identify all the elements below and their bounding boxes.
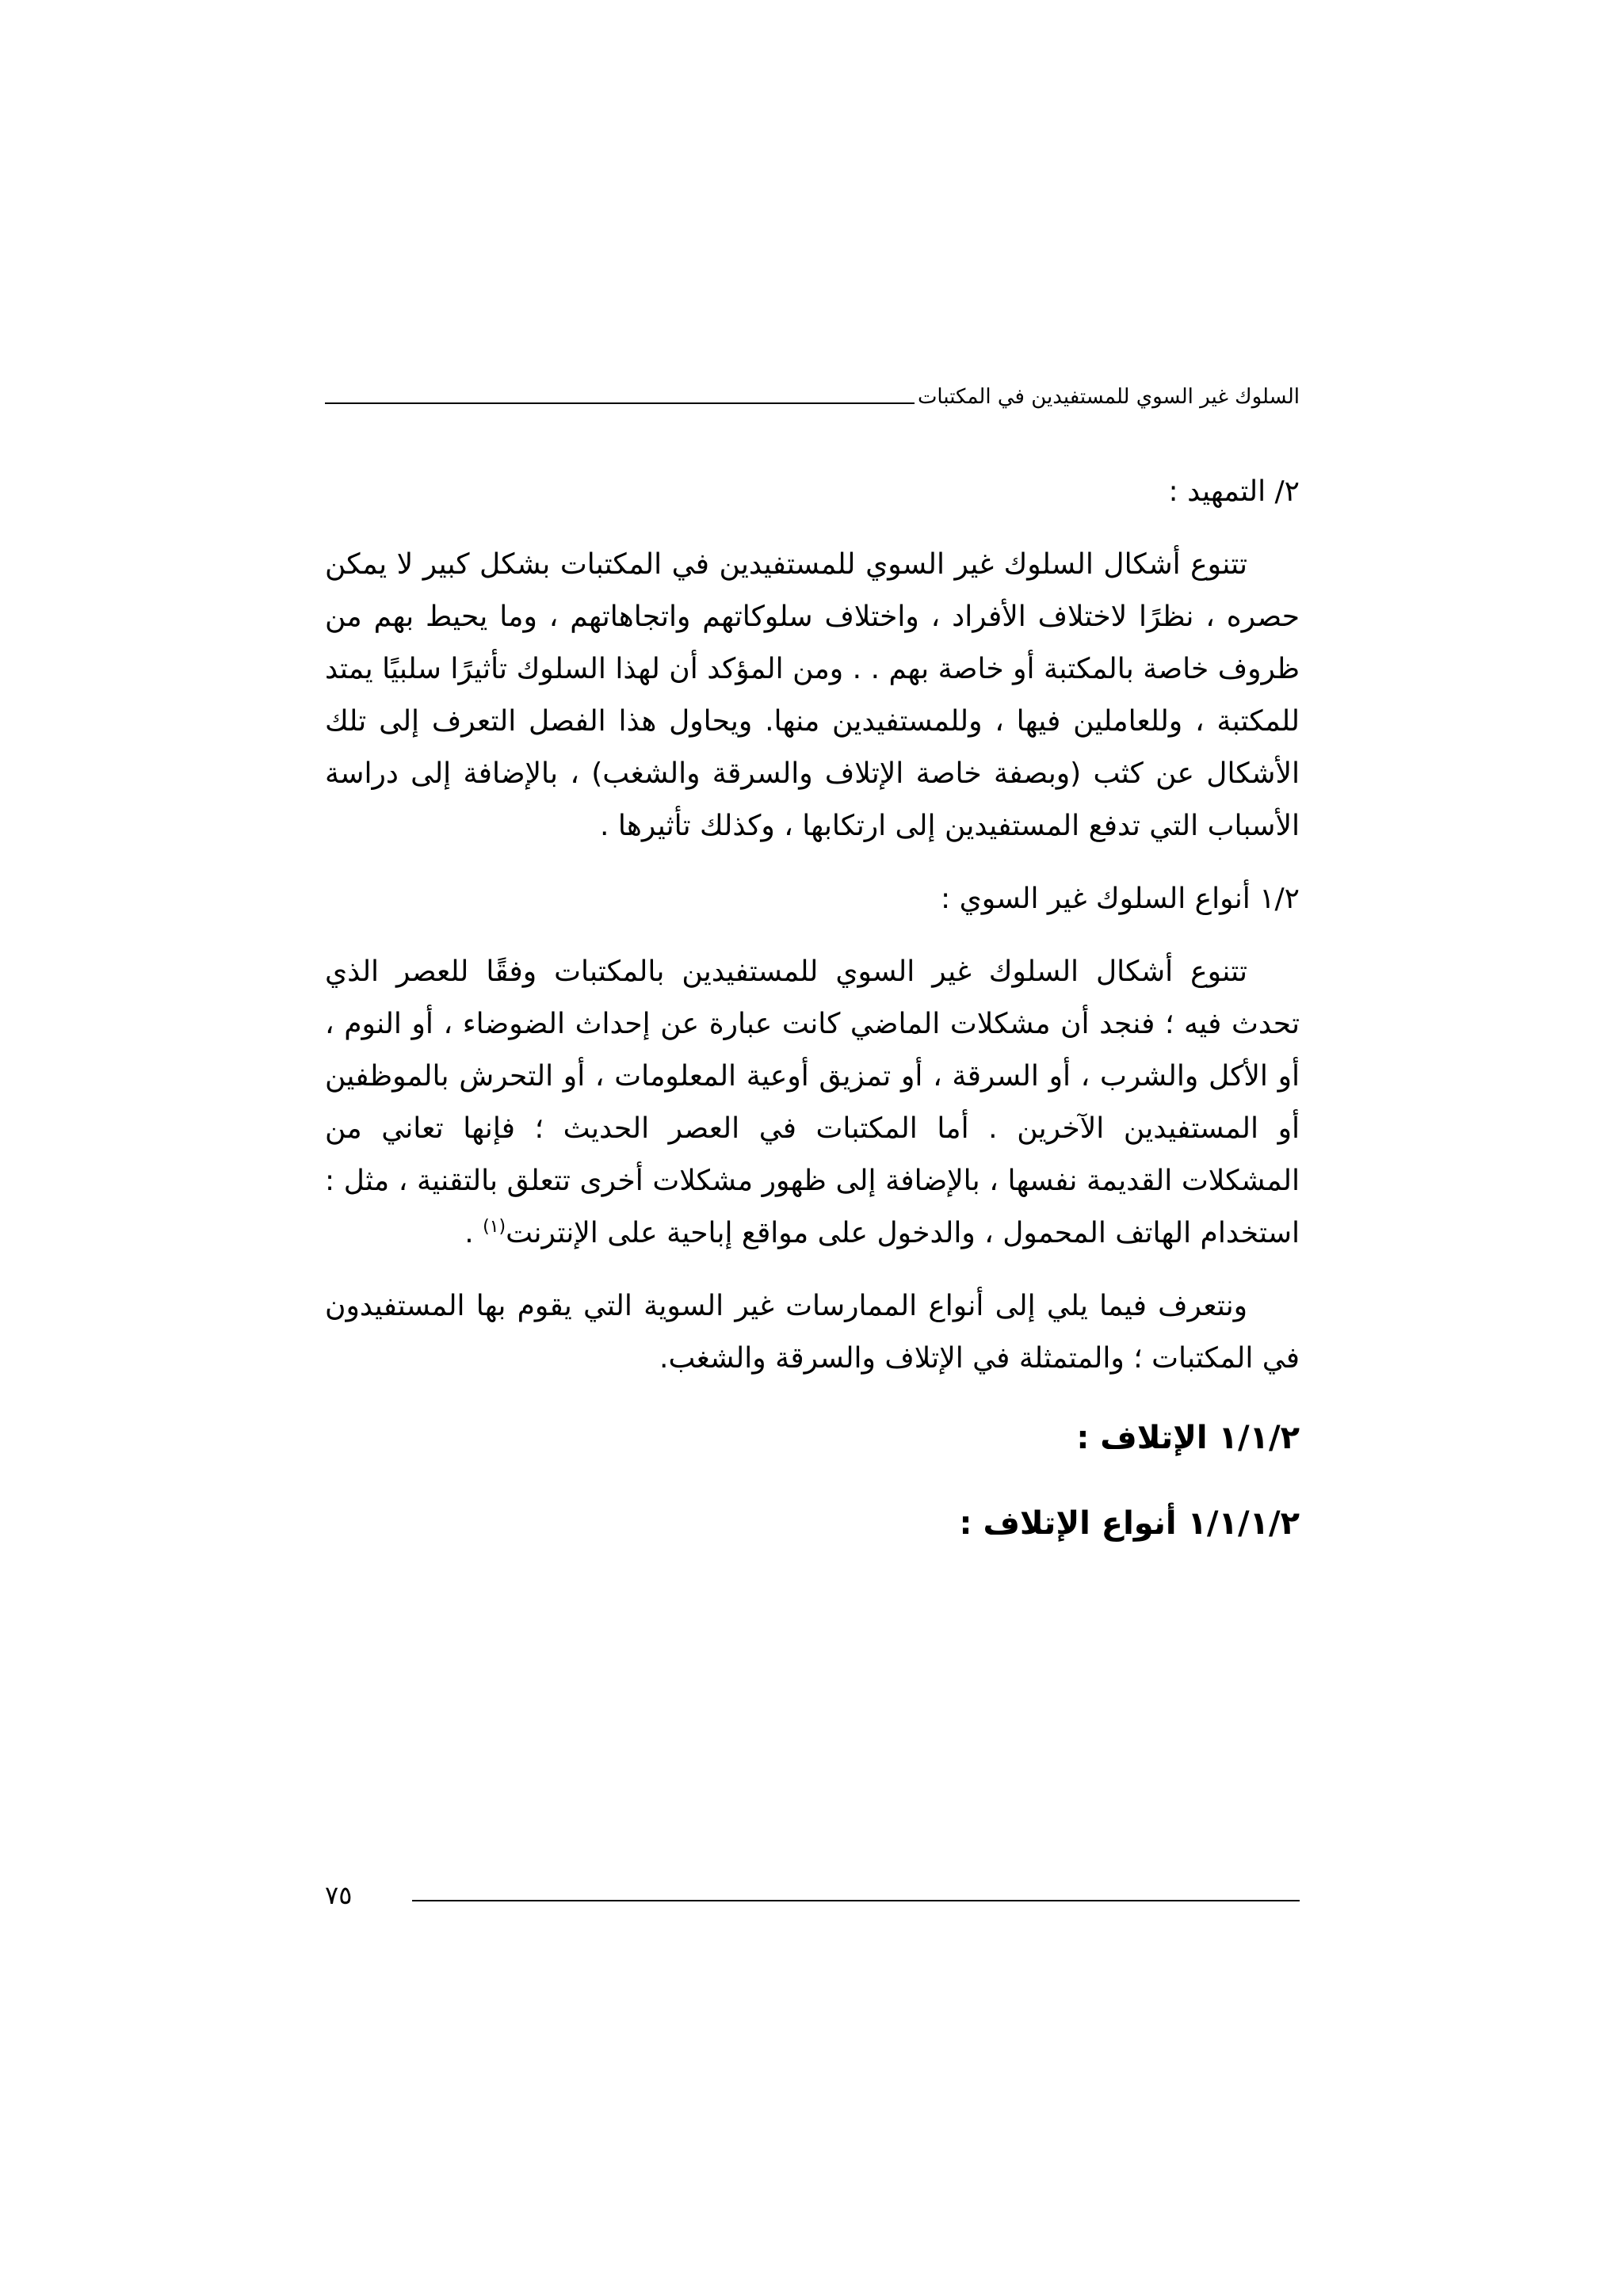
types-paragraph-end: .: [464, 1217, 483, 1249]
running-header: [325, 376, 1300, 410]
intro-paragraph: تتنوع أشكال السلوك غير السوي للمستفيدين في المكتبات بشكل كبير لا يمكن حصره ، نظرًا لاختلاف الأفراد ، واختلاف سلوكاتهم واتجاهاتهم ، وما يحيط بهم من ظروف خاصة بالمكتبة أو خاصة بهم . . ومن المؤكد أن لهذا السلوك تأثيرًا سلبيًا يمتد للمكتبة ، وللعاملين فيها ، وللمستفيدين منها. ويحاول هذا الفصل التعرف إلى تلك الأشكال عن كثب (وبصفة خاصة الإتلاف والسرقة والشغب) ، بالإضافة إلى دراسة الأسباب التي تدفع المستفيدين إلى ارتكابها ، وكذلك تأثيرها .: [325, 548, 1300, 842]
closing-paragraph: ونتعرف فيما يلي إلى أنواع الممارسات غير السوية التي يقوم بها المستفيدون في المكتبات ؛ والمتمثلة في الإتلاف والسرقة والشغب.: [325, 1290, 1300, 1375]
page-body: [325, 466, 1300, 1550]
running-header-title: السلوك غير السوي للمستفيدين في المكتبات: [917, 385, 1300, 409]
footer-rule: [412, 1900, 1300, 1901]
types-paragraph: [325, 946, 1300, 1260]
header-rule: [325, 402, 915, 404]
types-paragraph-text: تتنوع أشكال السلوك غير السوي للمستفيدين بالمكتبات وفقًا للعصر الذي تحدث فيه ؛ فنجد أن مشكلات الماضي كانت عبارة عن إحداث الضوضاء ، أو النوم ، أو الأكل والشرب ، أو السرقة ، أو تمزيق أوعية المعلومات ، أو التحرش بالموظفين أو المستفيدين الآخرين . أما المكتبات في العصر الحديث ؛ فإنها تعاني من المشكلات القديمة نفسها ، بالإضافة إلى ظهور مشكلات أخرى تتعلق بالتقنية ، مثل : استخدام الهاتف المحمول ، والدخول على مواقع إباحية على الإنترنت: [325, 955, 1300, 1249]
intro-heading: ٢/ التمهيد :: [1168, 475, 1300, 508]
page-number: ٧٥: [325, 1880, 353, 1910]
types-heading: ١/٢ أنواع السلوك غير السوي :: [941, 883, 1300, 915]
vandalism-heading: ١/١/٢ الإتلاف :: [1076, 1420, 1300, 1456]
vandalism-types-heading: ١/١/١/٢ أنواع الإتلاف :: [959, 1505, 1300, 1542]
footnote-marker: (١): [483, 1217, 506, 1237]
